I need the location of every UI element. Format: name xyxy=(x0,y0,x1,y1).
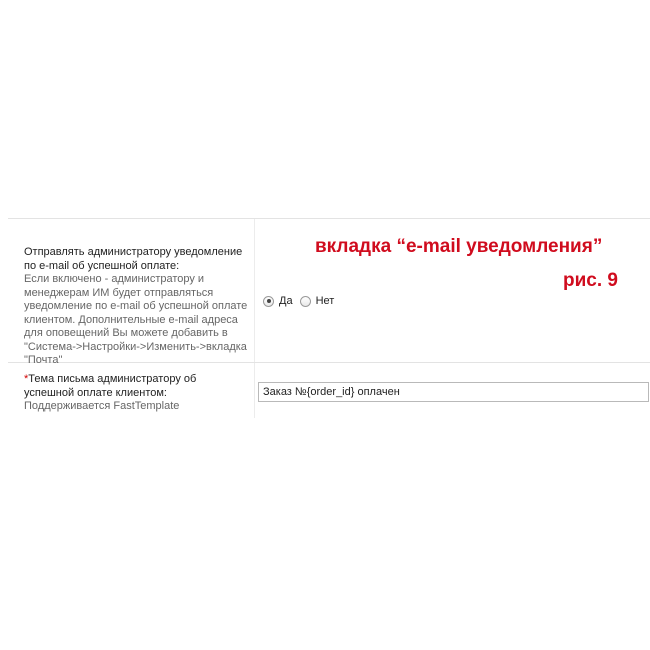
notify-admin-hint: Если включено - администратору и менеджерам ИМ будет отправляться уведомление по e-mail об успешной оплате клиентом. Дополнительные e-mail адреса для оповещений Вы можете добавить в "Система->Настройки->Изменить->вкладка "Почта" xyxy=(24,273,248,366)
notify-admin-radio-group xyxy=(263,295,341,307)
email-subject-row xyxy=(8,363,650,418)
required-asterisk: * xyxy=(24,373,29,385)
radio-no[interactable] xyxy=(300,296,311,307)
email-subject-title: Тема письма администратору об успешной оплате клиентом: xyxy=(24,373,197,399)
radio-yes[interactable] xyxy=(263,296,274,307)
email-subject-input[interactable]: Заказ №{order_id} оплачен xyxy=(258,382,649,402)
radio-yes-label[interactable]: Да xyxy=(279,295,293,307)
email-subject-label xyxy=(24,373,249,414)
label-column xyxy=(8,363,255,418)
radio-no-label[interactable]: Нет xyxy=(315,295,335,307)
notify-admin-label xyxy=(24,246,249,368)
label-column xyxy=(8,219,255,366)
annotation-figure-number: рис. 9 xyxy=(563,270,618,291)
notify-admin-title: Отправлять администратору уведомление по e-mail об успешной оплате: xyxy=(24,246,243,272)
email-subject-hint: Поддерживается FastTemplate xyxy=(24,400,180,412)
annotation-tab-caption: вкладка “e-mail уведомления” xyxy=(315,236,603,257)
